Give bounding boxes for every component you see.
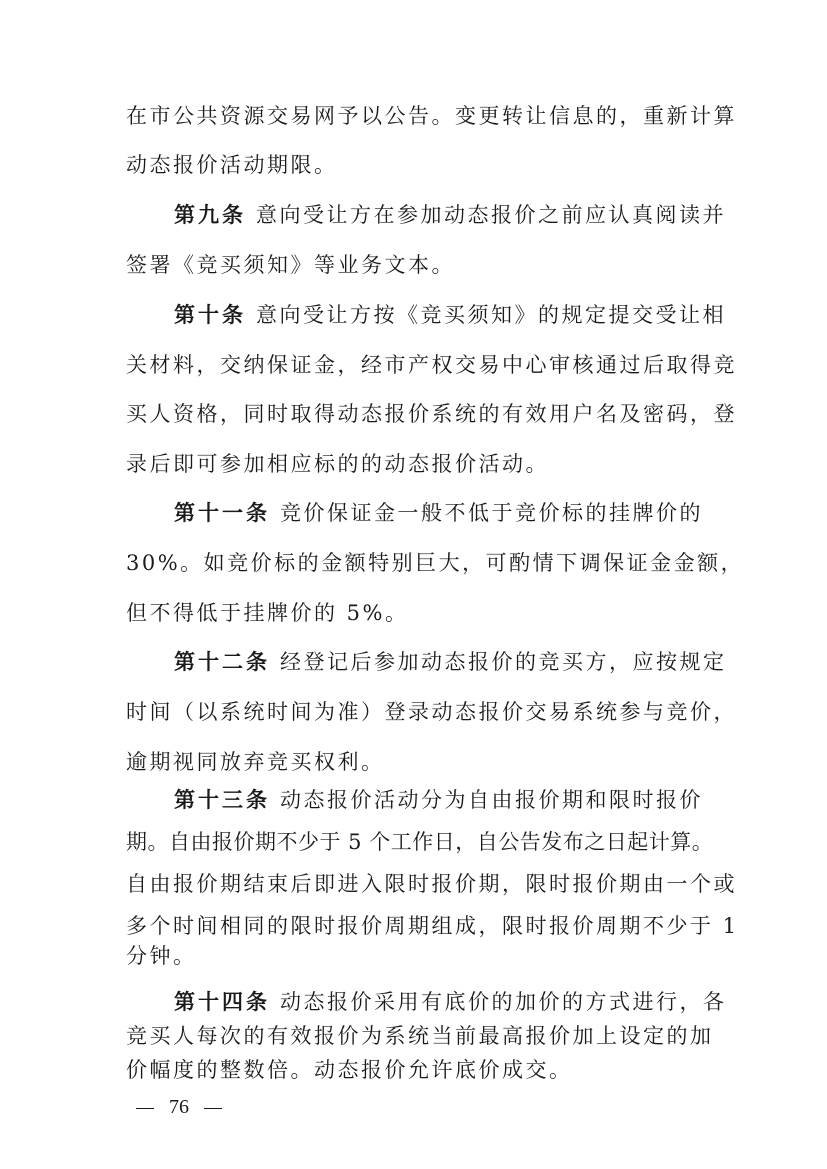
body-line: 在市公共资源交易网予以公告。变更转让信息的，重新计算 [126,104,737,128]
article-text: 经登记后参加动态报价的竞买方，应按规定 [280,650,727,674]
article-text: 意向受让方在参加动态报价之前应认真阅读并 [256,203,726,227]
footer-dash-right [204,1108,222,1109]
article-heading: 第九条 [174,203,246,227]
article-heading: 第十四条 [174,990,270,1014]
page-footer [136,1092,222,1122]
body-line: 买人资格，同时取得动态报价系统的有效用户名及密码，登 [126,402,737,426]
body-line: 多个时间相同的限时报价周期组成，限时报价周期不少于 1 [126,914,739,938]
article-12-line [174,642,727,682]
body-line: 关材料，交纳保证金，经市产权交易中心审核通过后取得竞 [126,353,737,377]
body-line: 动态报价活动期限。 [126,153,338,177]
article-heading: 第十条 [174,303,246,327]
article-11-line [174,493,703,533]
article-10-line [174,295,726,335]
footer-dash-left [136,1108,154,1109]
article-text: 动态报价采用有底价的加价的方式进行，各 [280,990,727,1014]
article-text: 竞价保证金一般不低于竞价标的挂牌价的 [280,501,703,525]
body-line: 分钟。 [126,944,197,968]
article-9-line [174,195,726,235]
body-line: 时间（以系统时间为准）登录动态报价交易系统参与竞价， [126,700,737,724]
body-line: 逾期视同放弃竞买权利。 [126,750,385,774]
body-line: 竞买人每次的有效报价为系统当前最高报价加上设定的加 [126,1024,714,1048]
body-line: 但不得低于挂牌价的 5%。 [126,601,409,625]
body-line: 录后即可参加相应标的的动态报价活动。 [126,452,549,476]
body-line: 价幅度的整数倍。动态报价允许底价成交。 [126,1058,573,1082]
article-text: 意向受让方按《竞买须知》的规定提交受让相 [256,303,726,327]
article-text: 动态报价活动分为自由报价期和限时报价 [280,788,703,812]
article-13-line [174,780,703,820]
article-heading: 第十一条 [174,501,270,525]
page-number: 76 [169,1096,189,1118]
article-heading: 第十二条 [174,650,270,674]
body-line: 30%。如竞价标的金额特别巨大，可酌情下调保证金金额， [126,551,745,575]
article-heading: 第十三条 [174,788,270,812]
body-line: 期。自由报价期不少于 5 个工作日，自公告发布之日起计算。 [126,830,714,854]
body-line: 签署《竞买须知》等业务文本。 [126,253,455,277]
body-line: 自由报价期结束后即进入限时报价期，限时报价期由一个或 [126,872,737,896]
